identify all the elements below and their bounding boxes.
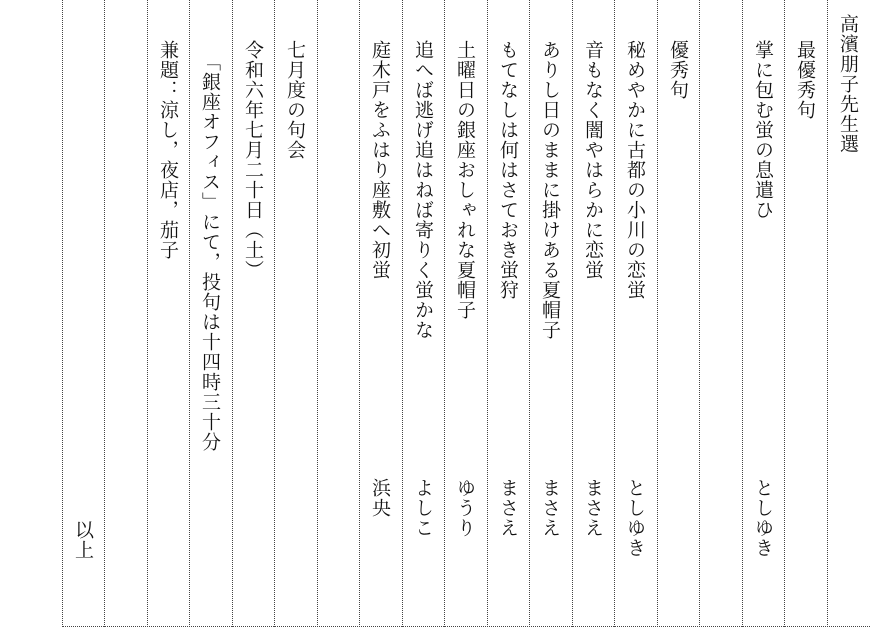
best-haiku-text: 掌に包む蛍の息遣ひ <box>752 40 774 220</box>
closing-mark: 以上 <box>72 520 94 560</box>
excellent-haiku-author: まさえ <box>582 478 604 538</box>
best-haiku-author: としゆき <box>752 478 774 558</box>
bottom-rule <box>62 626 870 627</box>
excellent-haiku-text: ありし日のままに掛けある夏帽子 <box>539 40 561 340</box>
meeting-heading: 七月度の句会 <box>284 40 306 160</box>
excellent-haiku-text: 追へば逃げ追はねば寄りく蛍かな <box>412 40 434 340</box>
excellent-heading: 優秀句 <box>667 40 689 100</box>
excellent-haiku-text: 土曜日の銀座おしゃれな夏帽子 <box>454 40 476 320</box>
excellent-haiku-author: 浜央 <box>369 478 391 518</box>
excellent-haiku-text: 庭木戸をふはり座敷へ初蛍 <box>369 40 391 280</box>
best-heading: 最優秀句 <box>794 40 816 120</box>
excellent-haiku-author: としゆき <box>624 478 646 558</box>
meeting-topics: 兼題：涼し，夜店，茄子 <box>157 40 179 260</box>
excellent-haiku-text: もてなしは何はさておき蛍狩 <box>497 40 519 300</box>
excellent-haiku-text: 音もなく闇やはらかに恋蛍 <box>582 40 604 280</box>
meeting-date: 令和六年七月二十日（土） <box>242 40 264 280</box>
column-rule <box>104 0 105 627</box>
excellent-haiku-author: まさえ <box>497 478 519 538</box>
excellent-haiku-author: ゆうり <box>454 478 476 538</box>
column-rule <box>317 0 318 627</box>
excellent-haiku-author: よしこ <box>412 478 434 538</box>
meeting-place: 「銀座オフィス」にて，投句は十四時三十分 <box>199 52 221 452</box>
excellent-haiku-text: 秘めやかに古都の小川の恋蛍 <box>624 40 646 300</box>
excellent-haiku-author: まさえ <box>539 478 561 538</box>
column-rule <box>699 0 700 627</box>
selector-heading: 高濱朋子先生選 <box>837 14 859 154</box>
